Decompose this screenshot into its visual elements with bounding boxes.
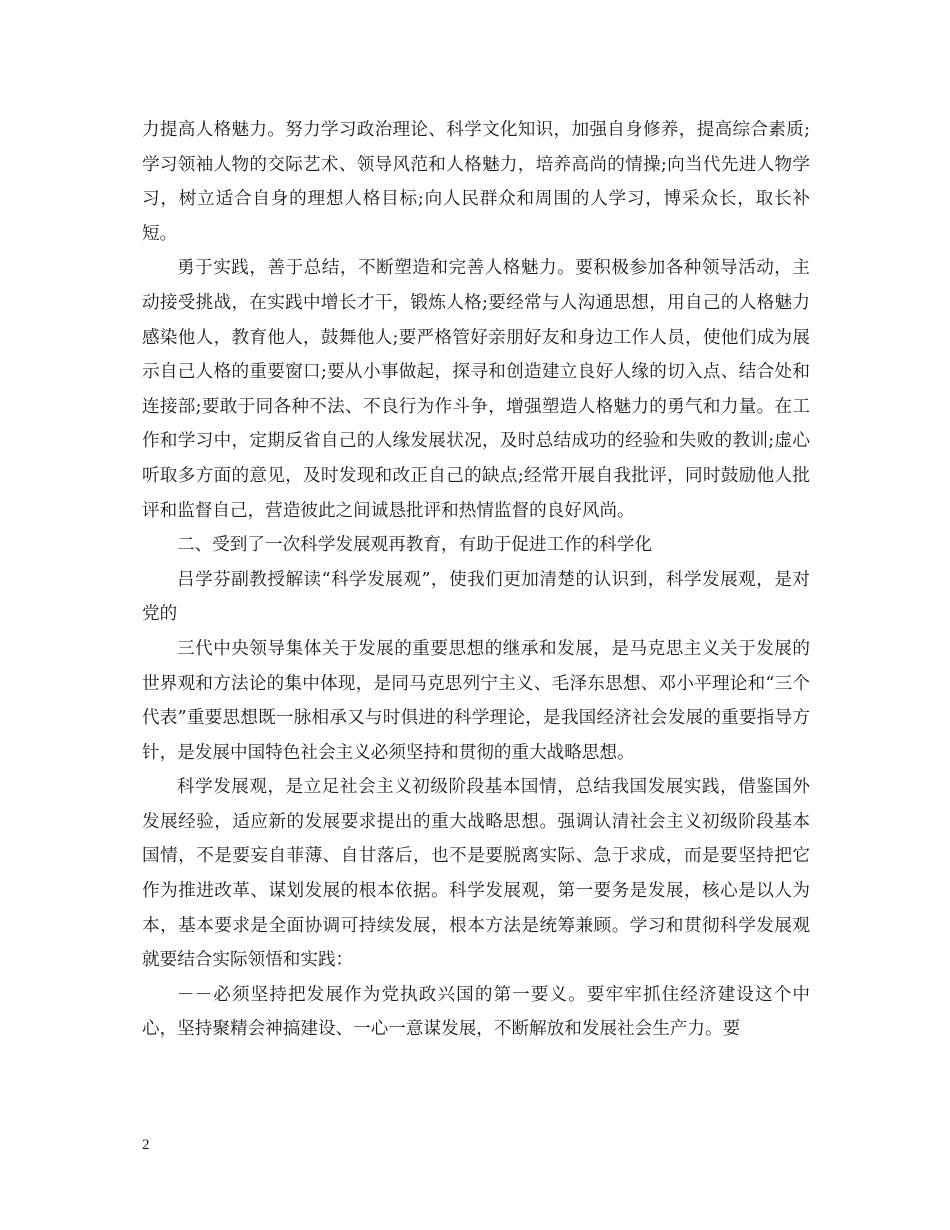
paragraph-1: 力提高人格魅力。努力学习政治理论、科学文化知识，加强自身修养，提高综合素质;学习领袖人物的交际艺术、领导风范和人格魅力，培养高尚的情操;向当代先进人物学习，树立适合自身的理想人格目标;向人民群众和周围的人学习，博采众长，取长补短。 bbox=[142, 120, 810, 244]
section-heading: 二、受到了一次科学发展观再教育，有助于促进工作的科学化 bbox=[177, 535, 653, 556]
paragraph-6: －－必须坚持把发展作为党执政兴国的第一要义。要牢牢抓住经济建设这个中心，坚持聚精会神搞建设、一心一意谋发展，不断解放和发展社会生产力。要 bbox=[142, 984, 810, 1040]
document-body bbox=[142, 113, 810, 1047]
paragraph-3: 吕学芬副教授解读“科学发展观”，使我们更加清楚的认识到，科学发展观，是对党的 bbox=[142, 569, 810, 625]
paragraph-4: 三代中央领导集体关于发展的重要思想的继承和发展，是马克思主义关于发展的世界观和方法论的集中体现，是同马克思列宁主义、毛泽东思想、邓小平理论和“三个代表”重要思想既一脉相承又与时俱进的科学理论，是我国经济社会发展的重要指导方针，是发展中国特色社会主义必须坚持和贯彻的重大战略思想。 bbox=[142, 638, 810, 763]
paragraph-2: 勇于实践，善于总结，不断塑造和完善人格魅力。要积极参加各种领导活动，主动接受挑战，在实践中增长才干，锻炼人格;要经常与人沟通思想，用自己的人格魅力感染他人，教育他人，鼓舞他人;要严格管好亲朋好友和身边工作人员，使他们成为展示自己人格的重要窗口;要从小事做起，探寻和创造建立良好人缘的切入点、结合处和连接部;要敢于同各种不法、不良行为作斗争，增强塑造人格魅力的勇气和力量。在工作和学习中，定期反省自己的人缘发展状况，及时总结成功的经验和失败的教训;虚心听取多方面的意见，及时发现和改正自己的缺点;经常开展自我批评，同时鼓励他人批评和监督自己，营造彼此之间诚恳批评和热情监督的良好风尚。 bbox=[142, 258, 810, 521]
page-number: 2 bbox=[142, 1137, 150, 1153]
paragraph-5: 科学发展观，是立足社会主义初级阶段基本国情，总结我国发展实践，借鉴国外发展经验，适应新的发展要求提出的重大战略思想。强调认清社会主义初级阶段基本国情，不是要妄自菲薄、自甘落后，也不是要脱离实际、急于求成，而是要坚持把它作为推进改革、谋划发展的根本依据。科学发展观，第一要务是发展，核心是以人为本，基本要求是全面协调可持续发展，根本方法是统筹兼顾。学习和贯彻科学发展观就要结合实际领悟和实践： bbox=[142, 777, 810, 971]
